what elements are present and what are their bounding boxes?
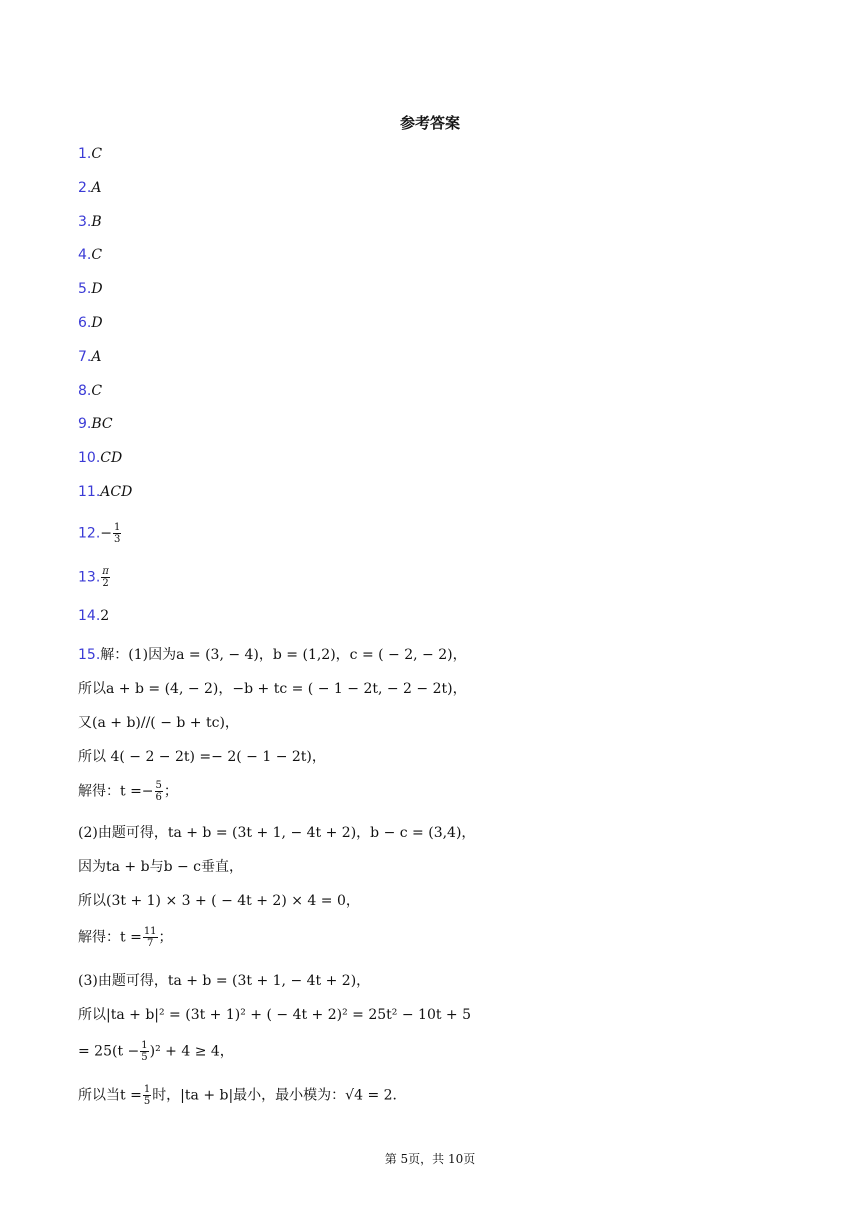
fraction <box>143 926 158 949</box>
answer-12 <box>78 522 122 545</box>
solution-line-7: 因为ta + b与b − c垂直， <box>78 859 243 875</box>
fraction <box>140 1040 148 1063</box>
answer-value: C <box>91 247 103 264</box>
solution-line-8: 所以(3t + 1) × 3 + ( − 4t + 2) × 4 = 0， <box>78 893 360 909</box>
fraction <box>101 566 110 589</box>
page-title: 参考答案 <box>399 114 460 132</box>
fraction <box>155 780 163 803</box>
answer-4 <box>78 247 102 263</box>
answer-8 <box>78 383 102 399</box>
answer-number: 6. <box>78 315 92 331</box>
fraction-denominator: 6 <box>155 792 162 803</box>
solution-line-4: 所以 4( − 2 − 2t) =− 2( − 1 − 2t)， <box>78 749 326 765</box>
answer-3 <box>78 214 102 230</box>
answer-number: 11. <box>78 484 101 500</box>
answer-9 <box>78 416 113 432</box>
answer-value: 2 <box>100 608 110 624</box>
solution-line-6: (2)由题可得，ta + b = (3t + 1, − 4t + 2)，b − c = (3,4)， <box>78 825 476 841</box>
answer-value: BC <box>91 416 113 433</box>
solution-line-5 <box>78 780 178 803</box>
fraction-numerator: 1 <box>114 522 121 533</box>
solution-text: )² + 4 ≥ 4， <box>149 1043 234 1060</box>
fraction-numerator: 1 <box>141 1040 148 1051</box>
fraction-numerator: 5 <box>155 780 162 791</box>
answer-14 <box>78 608 109 624</box>
solution-text: 时，|ta + b|最小，最小模为：√4 = 2． <box>152 1087 407 1104</box>
solution-text: 解得：t =− <box>78 783 154 800</box>
fraction-denominator: 5 <box>143 1096 151 1107</box>
solution-text: 所以当t = <box>78 1087 142 1104</box>
answer-value: A <box>91 179 102 196</box>
solution-line-11: 所以|ta + b|² = (3t + 1)² + ( − 4t + 2)² = 25t² − 10t + 5 <box>78 1007 472 1023</box>
solution-text: = 25(t − <box>78 1043 140 1060</box>
answer-value: CD <box>100 450 123 467</box>
answer-number: 12. <box>78 525 101 542</box>
solution-line-12 <box>78 1040 234 1063</box>
fraction-denominator: 7 <box>146 938 154 949</box>
answer-2 <box>78 180 101 196</box>
answer-value: B <box>91 213 102 230</box>
answer-value: D <box>91 315 103 331</box>
solution-text: ； <box>158 929 173 946</box>
answer-sign: − <box>100 525 112 542</box>
fraction-denominator: 3 <box>114 534 121 545</box>
solution-line-13 <box>78 1084 407 1107</box>
answer-1 <box>78 146 102 162</box>
answer-value: C <box>91 146 103 162</box>
answer-value: A <box>91 348 102 365</box>
fraction-numerator: 1 <box>143 1084 151 1095</box>
solution-line-3: 又(a + b)//( − b + tc)， <box>78 715 239 731</box>
answer-number: 9. <box>78 416 92 433</box>
page-footer: 第 5页，共 10页 <box>384 1152 476 1166</box>
solution-text: ； <box>163 783 178 800</box>
answer-13 <box>78 566 111 589</box>
answer-value: C <box>91 382 103 399</box>
solution-text: 解得：t = <box>78 929 142 946</box>
answer-number: 13. <box>78 569 101 586</box>
fraction <box>113 522 121 545</box>
answer-10 <box>78 450 122 466</box>
answer-number: 15. <box>78 647 101 663</box>
solution-line-2: 所以a + b = (4, − 2)，−b + tc = ( − 1 − 2t, − 2 − 2t)， <box>78 681 467 697</box>
answer-7 <box>78 349 101 365</box>
solution-line-1 <box>78 644 467 664</box>
answer-number: 10. <box>78 450 101 467</box>
fraction <box>143 1084 151 1107</box>
answer-number: 2. <box>78 179 92 196</box>
fraction-denominator: 2 <box>102 578 109 589</box>
answer-number: 7. <box>78 348 92 365</box>
fraction-numerator: 11 <box>143 926 157 937</box>
answer-value: ACD <box>100 484 133 500</box>
answer-number: 8. <box>78 382 92 399</box>
answer-number: 1. <box>78 146 92 162</box>
answer-6 <box>78 315 103 331</box>
answer-number: 5. <box>78 281 92 298</box>
solution-line-10: (3)由题可得，ta + b = (3t + 1, − 4t + 2)， <box>78 973 371 989</box>
solution-text: 解：(1)因为a = (3, − 4)，b = (1,2)，c = ( − 2, − 2)， <box>100 647 467 663</box>
answer-number: 4. <box>78 247 92 264</box>
answer-number: 14. <box>78 608 101 624</box>
fraction-numerator: π <box>102 566 109 577</box>
solution-line-9 <box>78 926 173 949</box>
answer-value: D <box>91 281 103 298</box>
answer-number: 3. <box>78 213 92 230</box>
fraction-denominator: 5 <box>141 1052 148 1063</box>
answer-5 <box>78 281 103 297</box>
answer-11 <box>78 484 132 500</box>
